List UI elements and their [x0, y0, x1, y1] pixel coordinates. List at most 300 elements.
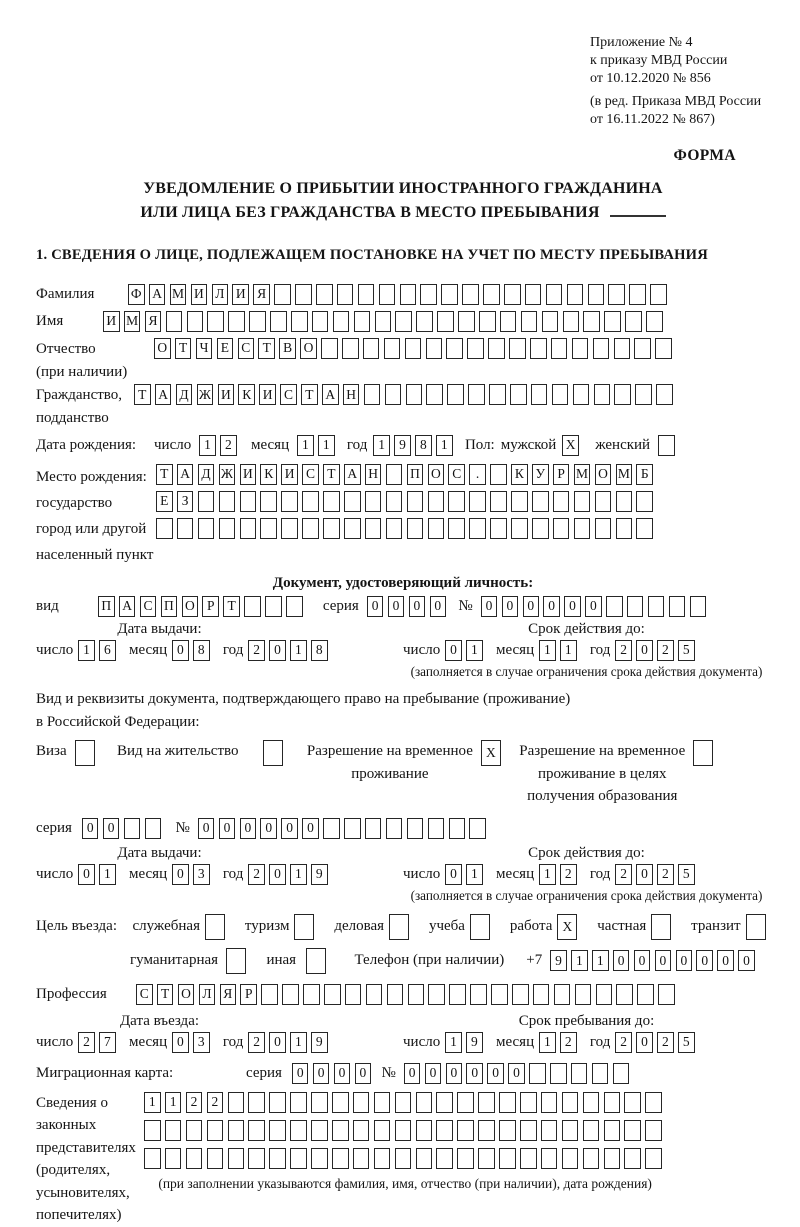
- purpose-work-checkbox[interactable]: [557, 914, 581, 940]
- box-cell[interactable]: [646, 311, 663, 332]
- box-cell[interactable]: X: [557, 914, 577, 940]
- box-cell[interactable]: [562, 1148, 579, 1169]
- box-cell[interactable]: [624, 1148, 641, 1169]
- box-cell[interactable]: 1: [466, 640, 483, 661]
- box-cell[interactable]: 1: [318, 435, 335, 456]
- box-cell[interactable]: [316, 284, 333, 305]
- box-cell[interactable]: [592, 1063, 609, 1084]
- box-cell[interactable]: 0: [717, 950, 734, 971]
- birth-place-row2-boxes[interactable]: [156, 491, 657, 512]
- box-cell[interactable]: [386, 518, 403, 539]
- box-cell[interactable]: [385, 384, 402, 405]
- stay-month-boxes[interactable]: [539, 1032, 581, 1053]
- box-cell[interactable]: [491, 984, 508, 1005]
- box-cell[interactable]: [594, 384, 611, 405]
- birth-year-boxes[interactable]: [373, 435, 457, 456]
- box-cell[interactable]: 2: [248, 640, 265, 661]
- box-cell[interactable]: [365, 518, 382, 539]
- box-cell[interactable]: Ж: [219, 464, 236, 485]
- box-cell[interactable]: [344, 518, 361, 539]
- box-cell[interactable]: 8: [193, 640, 210, 661]
- box-cell[interactable]: 0: [446, 1063, 463, 1084]
- box-cell[interactable]: И: [191, 284, 208, 305]
- box-cell[interactable]: К: [260, 464, 277, 485]
- box-cell[interactable]: [588, 284, 605, 305]
- box-cell[interactable]: Ф: [128, 284, 145, 305]
- box-cell[interactable]: 2: [220, 435, 237, 456]
- box-cell[interactable]: [240, 518, 257, 539]
- box-cell[interactable]: 0: [78, 864, 95, 885]
- doc-expiry-month-boxes[interactable]: [539, 640, 581, 661]
- box-cell[interactable]: [353, 1092, 370, 1113]
- box-cell[interactable]: [145, 818, 162, 839]
- box-cell[interactable]: [306, 948, 326, 974]
- box-cell[interactable]: [546, 284, 563, 305]
- box-cell[interactable]: 0: [481, 596, 498, 617]
- box-cell[interactable]: [323, 518, 340, 539]
- box-cell[interactable]: 2: [78, 1032, 95, 1053]
- box-cell[interactable]: Т: [301, 384, 318, 405]
- box-cell[interactable]: [187, 311, 204, 332]
- box-cell[interactable]: [226, 948, 246, 974]
- box-cell[interactable]: 1: [539, 1032, 556, 1053]
- box-cell[interactable]: 0: [487, 1063, 504, 1084]
- box-cell[interactable]: [436, 1092, 453, 1113]
- box-cell[interactable]: [449, 984, 466, 1005]
- box-cell[interactable]: [291, 311, 308, 332]
- box-cell[interactable]: Е: [217, 338, 234, 359]
- box-cell[interactable]: И: [232, 284, 249, 305]
- box-cell[interactable]: [198, 491, 215, 512]
- box-cell[interactable]: А: [344, 464, 361, 485]
- box-cell[interactable]: 2: [615, 1032, 632, 1053]
- box-cell[interactable]: 1: [165, 1092, 182, 1113]
- box-cell[interactable]: 1: [290, 640, 307, 661]
- box-cell[interactable]: [363, 338, 380, 359]
- box-cell[interactable]: [499, 1148, 516, 1169]
- box-cell[interactable]: [614, 384, 631, 405]
- box-cell[interactable]: 1: [436, 435, 453, 456]
- box-cell[interactable]: [177, 518, 194, 539]
- entry-month-boxes[interactable]: [172, 1032, 214, 1053]
- box-cell[interactable]: [420, 284, 437, 305]
- box-cell[interactable]: [354, 311, 371, 332]
- box-cell[interactable]: [290, 1092, 307, 1113]
- box-cell[interactable]: [386, 464, 403, 485]
- box-cell[interactable]: [449, 818, 466, 839]
- box-cell[interactable]: 0: [445, 640, 462, 661]
- res-expiry-year-boxes[interactable]: [615, 864, 699, 885]
- res-issue-month-boxes[interactable]: [172, 864, 214, 885]
- box-cell[interactable]: [458, 311, 475, 332]
- box-cell[interactable]: 0: [738, 950, 755, 971]
- box-cell[interactable]: [426, 384, 443, 405]
- box-cell[interactable]: 0: [219, 818, 236, 839]
- box-cell[interactable]: 9: [466, 1032, 483, 1053]
- box-cell[interactable]: [583, 311, 600, 332]
- box-cell[interactable]: [324, 984, 341, 1005]
- box-cell[interactable]: Р: [553, 464, 570, 485]
- box-cell[interactable]: [395, 1120, 412, 1141]
- box-cell[interactable]: Я: [145, 311, 162, 332]
- box-cell[interactable]: [269, 1092, 286, 1113]
- box-cell[interactable]: 0: [425, 1063, 442, 1084]
- box-cell[interactable]: [261, 984, 278, 1005]
- box-cell[interactable]: 0: [585, 596, 602, 617]
- box-cell[interactable]: [407, 518, 424, 539]
- box-cell[interactable]: [490, 464, 507, 485]
- sex-male-checkbox[interactable]: [562, 435, 583, 456]
- box-cell[interactable]: 1: [539, 864, 556, 885]
- doc-number-boxes[interactable]: [481, 596, 711, 617]
- box-cell[interactable]: [616, 984, 633, 1005]
- stay-day-boxes[interactable]: [445, 1032, 487, 1053]
- box-cell[interactable]: 0: [564, 596, 581, 617]
- box-cell[interactable]: [529, 1063, 546, 1084]
- box-cell[interactable]: [379, 284, 396, 305]
- citizenship-boxes[interactable]: [134, 384, 677, 405]
- box-cell[interactable]: [541, 1148, 558, 1169]
- box-cell[interactable]: 1: [373, 435, 390, 456]
- box-cell[interactable]: [281, 518, 298, 539]
- birth-month-boxes[interactable]: [297, 435, 339, 456]
- purpose-private-checkbox[interactable]: [651, 914, 675, 940]
- box-cell[interactable]: [333, 311, 350, 332]
- box-cell[interactable]: [595, 491, 612, 512]
- box-cell[interactable]: [366, 984, 383, 1005]
- box-cell[interactable]: [124, 818, 141, 839]
- box-cell[interactable]: [616, 518, 633, 539]
- box-cell[interactable]: [165, 1148, 182, 1169]
- doc-expiry-day-boxes[interactable]: [445, 640, 487, 661]
- box-cell[interactable]: 1: [560, 640, 577, 661]
- box-cell[interactable]: [520, 1092, 537, 1113]
- box-cell[interactable]: 0: [636, 1032, 653, 1053]
- box-cell[interactable]: [294, 914, 314, 940]
- box-cell[interactable]: 0: [302, 818, 319, 839]
- box-cell[interactable]: [265, 596, 282, 617]
- res-expiry-day-boxes[interactable]: [445, 864, 487, 885]
- box-cell[interactable]: 5: [678, 640, 695, 661]
- box-cell[interactable]: [541, 1120, 558, 1141]
- box-cell[interactable]: [693, 740, 713, 766]
- birth-day-boxes[interactable]: [199, 435, 241, 456]
- box-cell[interactable]: [260, 518, 277, 539]
- box-cell[interactable]: 1: [199, 435, 216, 456]
- box-cell[interactable]: С: [448, 464, 465, 485]
- box-cell[interactable]: [627, 596, 644, 617]
- box-cell[interactable]: [552, 384, 569, 405]
- box-cell[interactable]: 6: [99, 640, 116, 661]
- box-cell[interactable]: [323, 818, 340, 839]
- purpose-tourism-checkbox[interactable]: [294, 914, 318, 940]
- representatives-row3-boxes[interactable]: [144, 1148, 666, 1169]
- box-cell[interactable]: [457, 1120, 474, 1141]
- box-cell[interactable]: 1: [592, 950, 609, 971]
- box-cell[interactable]: [269, 1148, 286, 1169]
- box-cell[interactable]: .: [469, 464, 486, 485]
- box-cell[interactable]: Я: [253, 284, 270, 305]
- box-cell[interactable]: 0: [409, 596, 426, 617]
- box-cell[interactable]: 0: [82, 818, 99, 839]
- box-cell[interactable]: [636, 518, 653, 539]
- box-cell[interactable]: [144, 1148, 161, 1169]
- entry-year-boxes[interactable]: [248, 1032, 332, 1053]
- box-cell[interactable]: [428, 984, 445, 1005]
- box-cell[interactable]: 0: [466, 1063, 483, 1084]
- res-number-boxes[interactable]: [198, 818, 490, 839]
- box-cell[interactable]: Е: [156, 491, 173, 512]
- box-cell[interactable]: [207, 1148, 224, 1169]
- residence-permit-checkbox[interactable]: [263, 740, 287, 766]
- box-cell[interactable]: А: [149, 284, 166, 305]
- box-cell[interactable]: [490, 491, 507, 512]
- box-cell[interactable]: 0: [430, 596, 447, 617]
- box-cell[interactable]: 1: [290, 1032, 307, 1053]
- box-cell[interactable]: 0: [172, 640, 189, 661]
- box-cell[interactable]: М: [124, 311, 141, 332]
- box-cell[interactable]: [75, 740, 95, 766]
- box-cell[interactable]: [358, 284, 375, 305]
- box-cell[interactable]: 0: [269, 640, 286, 661]
- box-cell[interactable]: 0: [198, 818, 215, 839]
- box-cell[interactable]: [446, 338, 463, 359]
- box-cell[interactable]: И: [218, 384, 235, 405]
- box-cell[interactable]: [468, 384, 485, 405]
- box-cell[interactable]: [408, 984, 425, 1005]
- box-cell[interactable]: [488, 338, 505, 359]
- box-cell[interactable]: 0: [634, 950, 651, 971]
- box-cell[interactable]: [207, 1120, 224, 1141]
- box-cell[interactable]: [470, 984, 487, 1005]
- box-cell[interactable]: [416, 311, 433, 332]
- box-cell[interactable]: [321, 338, 338, 359]
- box-cell[interactable]: [457, 1092, 474, 1113]
- box-cell[interactable]: [478, 1120, 495, 1141]
- box-cell[interactable]: [428, 491, 445, 512]
- box-cell[interactable]: [616, 491, 633, 512]
- box-cell[interactable]: [553, 518, 570, 539]
- box-cell[interactable]: [520, 1148, 537, 1169]
- box-cell[interactable]: [583, 1120, 600, 1141]
- box-cell[interactable]: [323, 491, 340, 512]
- box-cell[interactable]: [428, 818, 445, 839]
- box-cell[interactable]: [344, 491, 361, 512]
- box-cell[interactable]: 0: [655, 950, 672, 971]
- box-cell[interactable]: [504, 284, 521, 305]
- box-cell[interactable]: [407, 818, 424, 839]
- box-cell[interactable]: [478, 1092, 495, 1113]
- box-cell[interactable]: 1: [539, 640, 556, 661]
- box-cell[interactable]: [551, 338, 568, 359]
- box-cell[interactable]: [248, 1120, 265, 1141]
- box-cell[interactable]: 0: [367, 596, 384, 617]
- box-cell[interactable]: [428, 518, 445, 539]
- box-cell[interactable]: [207, 311, 224, 332]
- box-cell[interactable]: [269, 1120, 286, 1141]
- box-cell[interactable]: [746, 914, 766, 940]
- box-cell[interactable]: [658, 435, 675, 456]
- box-cell[interactable]: [608, 284, 625, 305]
- doc-type-boxes[interactable]: [98, 596, 307, 617]
- box-cell[interactable]: [572, 338, 589, 359]
- box-cell[interactable]: [542, 311, 559, 332]
- box-cell[interactable]: [651, 914, 671, 940]
- box-cell[interactable]: [344, 818, 361, 839]
- box-cell[interactable]: [553, 491, 570, 512]
- doc-expiry-year-boxes[interactable]: [615, 640, 699, 661]
- doc-issue-year-boxes[interactable]: [248, 640, 332, 661]
- box-cell[interactable]: 5: [678, 1032, 695, 1053]
- box-cell[interactable]: [575, 984, 592, 1005]
- box-cell[interactable]: [364, 384, 381, 405]
- box-cell[interactable]: [573, 384, 590, 405]
- box-cell[interactable]: [387, 984, 404, 1005]
- box-cell[interactable]: К: [511, 464, 528, 485]
- box-cell[interactable]: [467, 338, 484, 359]
- box-cell[interactable]: [274, 284, 291, 305]
- entry-day-boxes[interactable]: [78, 1032, 120, 1053]
- box-cell[interactable]: [342, 338, 359, 359]
- box-cell[interactable]: [406, 384, 423, 405]
- box-cell[interactable]: [574, 518, 591, 539]
- box-cell[interactable]: Т: [175, 338, 192, 359]
- box-cell[interactable]: [604, 311, 621, 332]
- box-cell[interactable]: 7: [99, 1032, 116, 1053]
- purpose-study-checkbox[interactable]: [470, 914, 494, 940]
- box-cell[interactable]: [302, 491, 319, 512]
- box-cell[interactable]: 2: [186, 1092, 203, 1113]
- box-cell[interactable]: [634, 338, 651, 359]
- box-cell[interactable]: Д: [176, 384, 193, 405]
- box-cell[interactable]: [156, 518, 173, 539]
- mc-series-boxes[interactable]: [292, 1063, 376, 1084]
- box-cell[interactable]: 0: [696, 950, 713, 971]
- box-cell[interactable]: [290, 1148, 307, 1169]
- box-cell[interactable]: [637, 984, 654, 1005]
- box-cell[interactable]: Т: [157, 984, 174, 1005]
- patronymic-boxes[interactable]: [154, 338, 676, 359]
- box-cell[interactable]: [407, 491, 424, 512]
- box-cell[interactable]: 2: [207, 1092, 224, 1113]
- box-cell[interactable]: О: [595, 464, 612, 485]
- mc-number-boxes[interactable]: [404, 1063, 634, 1084]
- box-cell[interactable]: 2: [248, 1032, 265, 1053]
- box-cell[interactable]: [353, 1120, 370, 1141]
- box-cell[interactable]: 0: [334, 1063, 351, 1084]
- box-cell[interactable]: 1: [290, 864, 307, 885]
- box-cell[interactable]: 0: [240, 818, 257, 839]
- box-cell[interactable]: Т: [258, 338, 275, 359]
- box-cell[interactable]: [650, 284, 667, 305]
- box-cell[interactable]: [395, 1148, 412, 1169]
- box-cell[interactable]: [614, 338, 631, 359]
- box-cell[interactable]: [205, 914, 225, 940]
- box-cell[interactable]: 2: [560, 864, 577, 885]
- box-cell[interactable]: [563, 311, 580, 332]
- box-cell[interactable]: 2: [615, 864, 632, 885]
- box-cell[interactable]: [374, 1120, 391, 1141]
- box-cell[interactable]: [489, 384, 506, 405]
- box-cell[interactable]: [648, 596, 665, 617]
- box-cell[interactable]: [645, 1148, 662, 1169]
- box-cell[interactable]: [228, 1148, 245, 1169]
- box-cell[interactable]: [186, 1120, 203, 1141]
- birth-place-row1-boxes[interactable]: [156, 464, 657, 485]
- given-name-boxes[interactable]: [103, 311, 667, 332]
- box-cell[interactable]: 5: [678, 864, 695, 885]
- box-cell[interactable]: У: [532, 464, 549, 485]
- box-cell[interactable]: [448, 491, 465, 512]
- box-cell[interactable]: 0: [613, 950, 630, 971]
- box-cell[interactable]: [624, 1120, 641, 1141]
- box-cell[interactable]: [525, 284, 542, 305]
- sex-female-checkbox[interactable]: [658, 435, 679, 456]
- box-cell[interactable]: [541, 1092, 558, 1113]
- box-cell[interactable]: [562, 1120, 579, 1141]
- box-cell[interactable]: Т: [156, 464, 173, 485]
- box-cell[interactable]: 9: [311, 1032, 328, 1053]
- representatives-row2-boxes[interactable]: [144, 1120, 666, 1141]
- box-cell[interactable]: [479, 311, 496, 332]
- box-cell[interactable]: [655, 338, 672, 359]
- box-cell[interactable]: [263, 740, 283, 766]
- box-cell[interactable]: [228, 1120, 245, 1141]
- box-cell[interactable]: [562, 1092, 579, 1113]
- box-cell[interactable]: X: [562, 435, 579, 456]
- box-cell[interactable]: [636, 491, 653, 512]
- box-cell[interactable]: Л: [199, 984, 216, 1005]
- box-cell[interactable]: [596, 984, 613, 1005]
- box-cell[interactable]: [395, 1092, 412, 1113]
- box-cell[interactable]: [645, 1092, 662, 1113]
- box-cell[interactable]: [395, 311, 412, 332]
- box-cell[interactable]: М: [574, 464, 591, 485]
- box-cell[interactable]: [332, 1092, 349, 1113]
- box-cell[interactable]: [530, 338, 547, 359]
- box-cell[interactable]: [281, 491, 298, 512]
- purpose-business-checkbox[interactable]: [205, 914, 229, 940]
- box-cell[interactable]: [303, 984, 320, 1005]
- box-cell[interactable]: М: [616, 464, 633, 485]
- box-cell[interactable]: 1: [466, 864, 483, 885]
- box-cell[interactable]: [554, 984, 571, 1005]
- box-cell[interactable]: [144, 1120, 161, 1141]
- box-cell[interactable]: [228, 311, 245, 332]
- box-cell[interactable]: [447, 384, 464, 405]
- box-cell[interactable]: [490, 518, 507, 539]
- box-cell[interactable]: О: [154, 338, 171, 359]
- box-cell[interactable]: П: [98, 596, 115, 617]
- box-cell[interactable]: С: [302, 464, 319, 485]
- box-cell[interactable]: [228, 1092, 245, 1113]
- box-cell[interactable]: [400, 284, 417, 305]
- box-cell[interactable]: [416, 1092, 433, 1113]
- box-cell[interactable]: [613, 1063, 630, 1084]
- box-cell[interactable]: [365, 818, 382, 839]
- box-cell[interactable]: [606, 596, 623, 617]
- box-cell[interactable]: [469, 518, 486, 539]
- box-cell[interactable]: [520, 1120, 537, 1141]
- box-cell[interactable]: [624, 1092, 641, 1113]
- box-cell[interactable]: [511, 491, 528, 512]
- box-cell[interactable]: [583, 1092, 600, 1113]
- box-cell[interactable]: О: [178, 984, 195, 1005]
- box-cell[interactable]: [500, 311, 517, 332]
- surname-boxes[interactable]: [128, 284, 671, 305]
- box-cell[interactable]: [282, 984, 299, 1005]
- box-cell[interactable]: П: [161, 596, 178, 617]
